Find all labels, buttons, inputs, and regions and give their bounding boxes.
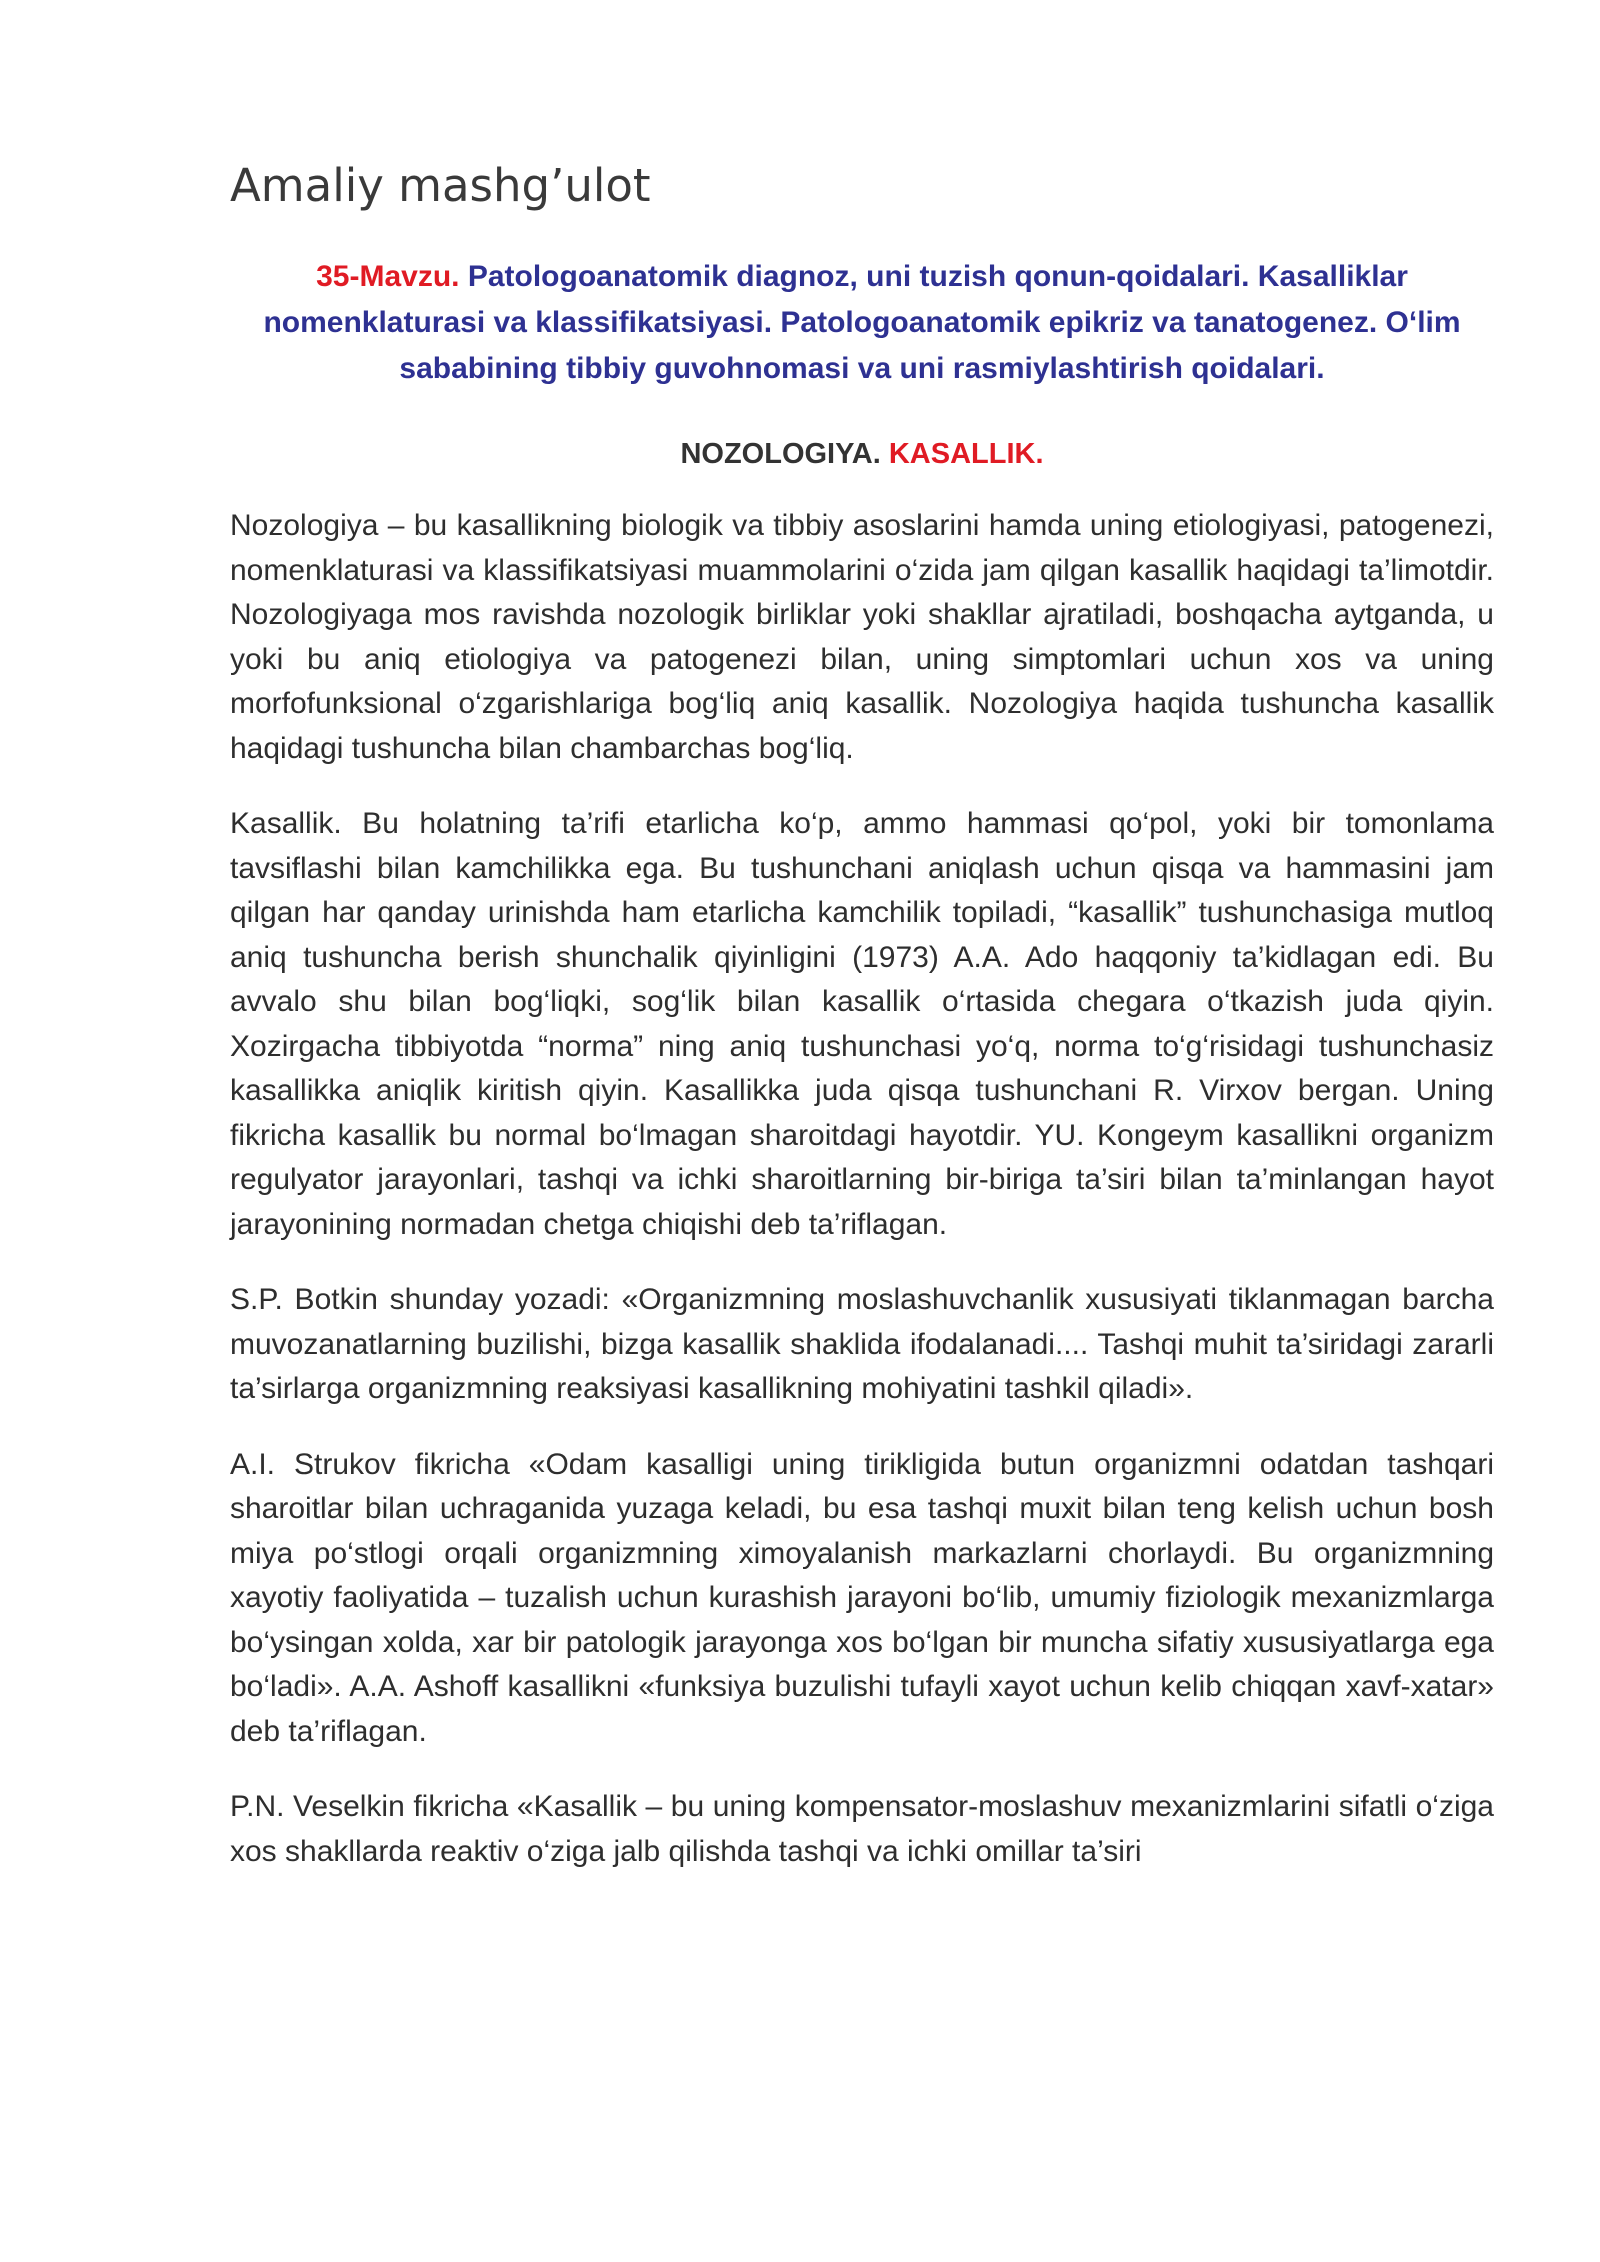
paragraph-strukov: A.I. Strukov fikricha «Odam kasalligi uning tirikligida butun organizmni odatdan tashqari sharoitlar bilan uchraganida yuzaga keladi, bu esa tashqi muxit bilan teng kelish uchun bosh miya po‘stlogi orqali organizmning ximoyalanish markazlarni chorlaydi. Bu organizmning xayotiy faoliyatida – tuzalish uchun kurashish jarayoni bo‘lib, umumiy fiziologik mexanizmlarga bo‘ysingan xolda, xar bir patologik jarayonga xos bo‘lgan bir muncha sifatiy xususiyatlarga ega bo‘ladi». A.A. Ashoff kasallikni «funksiya buzulishi tufayli xayot uchun kelib chiqqan xavf-xatar» deb ta’riflagan. — [230, 1447, 1494, 1748]
section-heading-part1: NOZOLOGIYA. — [680, 438, 881, 470]
document-title: Amaliy mashg’ulot — [230, 159, 651, 212]
paragraph-veselkin: P.N. Veselkin fikricha «Kasallik – bu uning kompensator-moslashuv mexanizmlarini sifatli o‘ziga xos shakllarda reaktiv o‘ziga jalb qilishda tashqi va ichki omillar ta’siri — [230, 1790, 1494, 1868]
paragraph-botkin: S.P. Botkin shunday yozadi: «Organizmning moslashuvchanlik xususiyati tiklanmagan barcha muvozanatlarning buzilishi, bizga kasallik shaklida ifodalanadi.... Tashqi muhit ta’siridagi zararli ta’sirlarga organizmning reaksiyasi kasallikning mohiyatini tashkil qiladi». — [230, 1283, 1494, 1405]
paragraph-kasallik: Kasallik. Bu holatning ta’rifi etarlicha ko‘p, ammo hammasi qo‘pol, yoki bir tomonlama tavsiflashi bilan kamchilikka ega. Bu tushunchani aniqlash uchun qisqa va hammasini jam qilgan har qanday urinishda ham etarlicha kamchilik topiladi, “kasallik” tushunchasiga mutloq aniq tushuncha berish shunchalik qiyinligini (1973) A.A. Ado haqqoniy ta’kidlagan edi. Bu avvalo shu bilan bog‘liqki, sog‘lik bilan kasallik o‘rtasida chegara o‘tkazish juda qiyin. Xozirgacha tibbiyotda “norma” ning aniq tushunchasi yo‘q, norma to‘g‘risidagi tushunchasiz kasallikka aniqlik kiritish qiyin. Kasallikka juda qisqa tushunchani R. Virxov bergan. Uning fikricha kasallik bu normal bo‘lmagan sharoitdagi hayotdir. YU. Kongeym kasallikni organizm regulyator jarayonlari, tashqi va ichki sharoitlarning bir-biriga ta’siri bilan ta’minlangan hayot jarayonining normadan chetga chiqishi deb ta’riflagan. — [230, 807, 1494, 1241]
paragraph-nozologiya: Nozologiya – bu kasallikning biologik va tibbiy asoslarini hamda uning etiologiyasi, patogenezi, nomenklaturasi va klassifikatsiyasi muammolarini o‘zida jam qilgan kasallik haqidagi ta’limotdir. Nozologiyaga mos ravishda nozologik birliklar yoki shakllar ajratiladi, boshqacha aytganda, u yoki bu aniq etiologiya va patogenezi bilan, uning simptomlari uchun xos va uning morfofunksional o‘zgarishlariga bog‘liq aniq kasallik. Nozologiya haqida tushuncha kasallik haqidagi tushuncha bilan chambarchas bog‘liq. — [230, 509, 1494, 765]
section-heading-part2: KASALLIK. — [888, 438, 1044, 470]
topic-heading — [230, 254, 1494, 392]
topic-number: 35-Mavzu. — [316, 260, 460, 293]
section-heading — [230, 434, 1494, 474]
topic-text: Patologoanatomik diagnoz, uni tuzish qonun-qoidalari. Kasalliklar nomenklaturasi va klassifikatsiyasi. Patologoanatomik epikriz va tanatogenez. O‘lim sababining tibbiy guvohnomasi va uni rasmiylashtirish qoidalari. — [263, 260, 1461, 385]
document-body — [230, 158, 1494, 1874]
